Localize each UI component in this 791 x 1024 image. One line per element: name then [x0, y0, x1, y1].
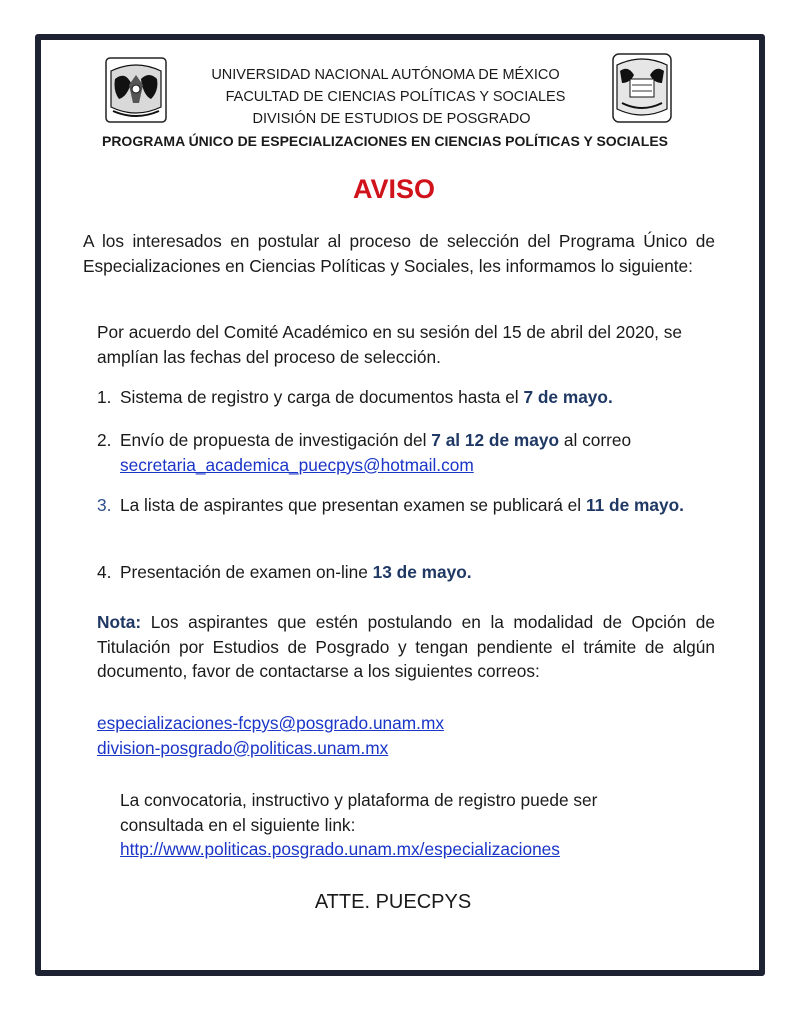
university-name: UNIVERSIDAD NACIONAL AUTÓNOMA DE MÉXICO — [211, 67, 560, 83]
program-name: PROGRAMA ÚNICO DE ESPECIALIZACIONES EN CIENCIAS POLÍTICAS Y SOCIALES — [101, 133, 669, 149]
email-link-secretaria[interactable]: secretaria_academica_puecpys@hotmail.com — [120, 454, 474, 475]
convocatoria-text: La convocatoria, instructivo y plataforma de registro puede ser consultada en el siguiente link: — [120, 790, 598, 835]
list-item-text: Sistema de registro y carga de documentos hasta el 7 de mayo. — [120, 387, 613, 407]
list-item-text: Envío de propuesta de investigación del 7 al 12 de mayo al correo secretaria_academica_puecpys@hotmail.com — [120, 430, 632, 475]
note-text: Los aspirantes que estén postulando en la modalidad de Opción de Titulación por Estudios de Posgrado y tengan pendiente el trámite de algún documento, favor de contactarse a los siguientes correos: — [97, 612, 715, 681]
convocatoria-paragraph — [120, 788, 680, 862]
page-title: AVISO — [352, 174, 435, 204]
faculty-name: FACULTAD DE CIENCIAS POLÍTICAS Y SOCIALES — [225, 89, 566, 105]
contact-emails — [97, 711, 444, 760]
email-link-division[interactable]: division-posgrado@politicas.unam.mx — [97, 737, 389, 758]
note-label: Nota: — [97, 612, 142, 632]
list-item-number: 2. — [97, 430, 112, 450]
signature: ATTE. PUECPYS — [314, 891, 472, 913]
list-item-text: La lista de aspirantes que presentan examen se publicará el 11 de mayo. — [120, 495, 684, 515]
list-item-number: 3. — [97, 495, 112, 515]
agreement-paragraph: Por acuerdo del Comité Académico en su sesión del 15 de abril del 2020, se amplían las fechas del proceso de selección. — [97, 322, 683, 367]
list-item-number: 4. — [97, 562, 112, 582]
list-item-number: 1. — [97, 387, 112, 407]
division-name: DIVISIÓN DE ESTUDIOS DE POSGRADO — [252, 111, 531, 127]
email-link-especializaciones[interactable]: especializaciones-fcpys@posgrado.unam.mx — [97, 713, 445, 733]
registration-link[interactable]: http://www.politicas.posgrado.unam.mx/especializaciones — [120, 839, 560, 859]
intro-paragraph: A los interesados en postular al proceso de selección del Programa Único de Especializaciones en Ciencias Políticas y Sociales, les informamos lo siguiente: — [83, 231, 715, 276]
note-paragraph — [97, 610, 715, 684]
list-item-text: Presentación de examen on-line 13 de mayo. — [120, 562, 472, 582]
